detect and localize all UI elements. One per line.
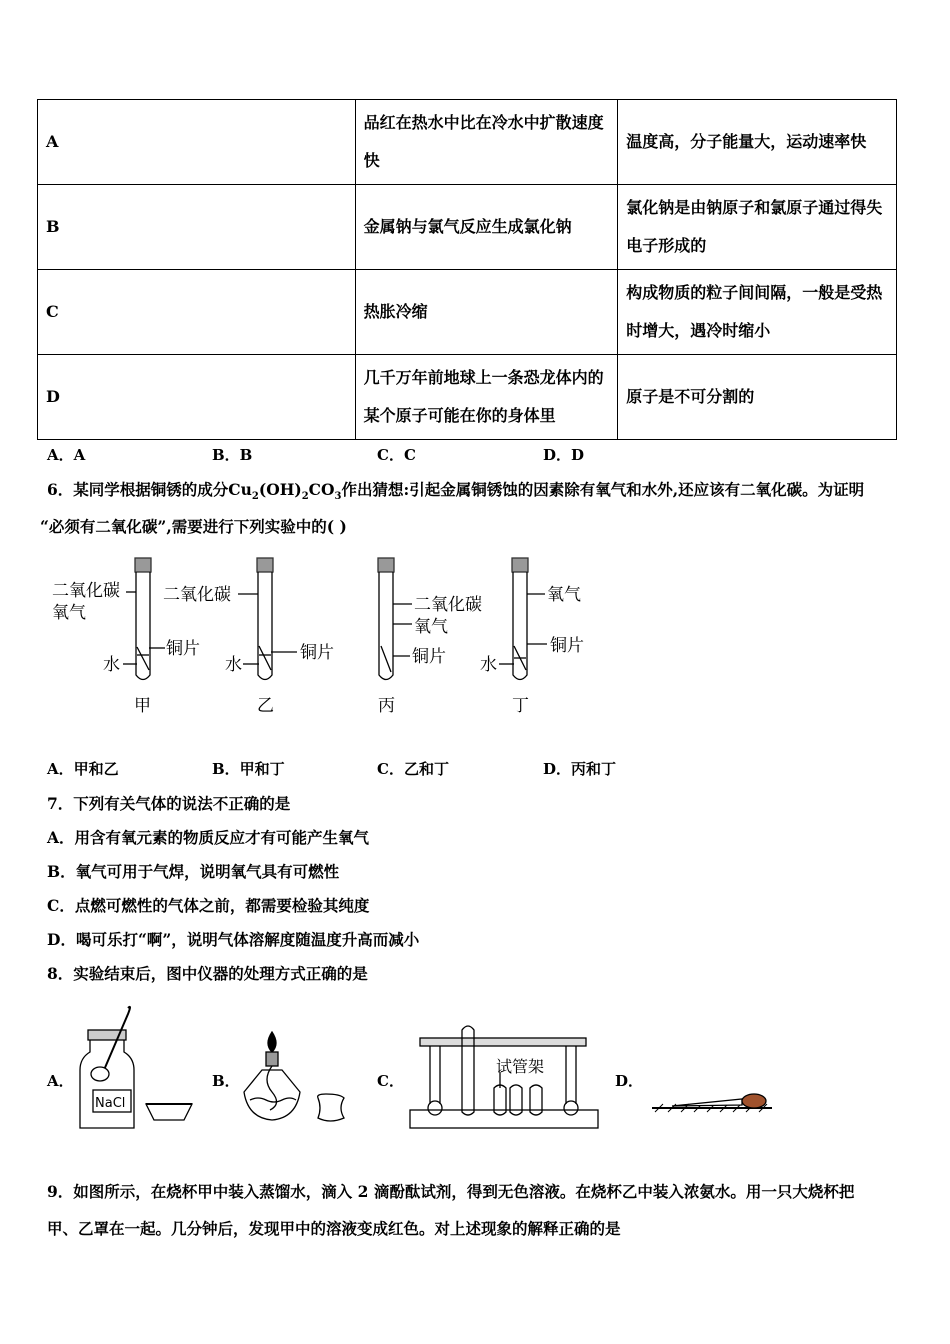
option-c[interactable]: C． — [377, 1072, 404, 1090]
q8-apparatus-figure — [0, 1000, 950, 1140]
option-a[interactable]: A．用含有氧元素的物质反应才有可能产生氧气 — [47, 828, 370, 847]
label-co2: 二氧化碳 — [163, 585, 231, 605]
option-d[interactable]: D．喝可乐打“啊”，说明气体溶解度随温度升高而减小 — [47, 930, 420, 949]
q9-stem-line1: 9．如图所示，在烧杯甲中装入蒸馏水，滴入 2 滴酚酞试剂，得到无色溶液。在烧杯乙中装入浓氨水。用一只大烧杯把 — [47, 1182, 855, 1201]
option-c[interactable]: C．点燃可燃性的气体之前，都需要检验其纯度 — [47, 896, 370, 915]
test-tube-rack-icon — [410, 1026, 598, 1128]
phenomenon-cell: 热胀冷缩 — [355, 270, 618, 355]
label-cu: 铜片 — [166, 639, 200, 659]
dropper-icon — [652, 1094, 772, 1112]
tube-ding — [499, 558, 547, 680]
row-label: B — [38, 185, 356, 270]
option-b[interactable]: B．氧气可用于气焊，说明氧气具有可燃性 — [47, 862, 340, 881]
option-a[interactable]: A． — [47, 1072, 74, 1090]
label-o2: 氧气 — [547, 585, 581, 605]
label-water: 水 — [103, 655, 120, 675]
tube-label: 乙 — [257, 696, 274, 716]
label-o2: 氧气 — [414, 617, 448, 637]
table-row — [38, 270, 897, 355]
rack-label: 试管架 — [496, 1057, 545, 1076]
q5-table — [37, 99, 897, 440]
q7-stem: 7．下列有关气体的说法不正确的是 — [47, 794, 291, 813]
table-row — [38, 100, 897, 185]
label-o2: 氧气 — [52, 603, 86, 623]
label-water: 水 — [480, 655, 497, 675]
phenomenon-cell: 几千万年前地球上一条恐龙体内的某个原子可能在你的身体里 — [355, 355, 618, 440]
option-b[interactable]: B．甲和丁 — [212, 760, 285, 778]
option-a[interactable]: A．甲和乙 — [47, 760, 119, 778]
tube-label: 丁 — [512, 696, 529, 716]
label-co2: 二氧化碳 — [52, 581, 120, 601]
table-row — [38, 185, 897, 270]
option-b[interactable]: B．B — [212, 446, 253, 464]
explanation-cell: 温度高，分子能量大，运动速率快 — [618, 100, 897, 185]
formula: $Cu_2(OH)_2CO_3$ — [228, 480, 342, 503]
tube-bing — [378, 558, 412, 680]
q8-stem: 8．实验结束后，图中仪器的处理方式正确的是 — [47, 964, 368, 983]
option-d[interactable]: D．丙和丁 — [543, 760, 617, 778]
nacl-label: NaCl — [95, 1096, 126, 1111]
test-tube-figure — [0, 550, 950, 720]
q5-options — [0, 444, 950, 464]
q6-options — [0, 758, 950, 778]
option-c[interactable]: C．C — [377, 446, 416, 464]
phenomenon-cell: 金属钠与氯气反应生成氯化钠 — [355, 185, 618, 270]
option-a[interactable]: A．A — [47, 446, 86, 464]
table-row — [38, 355, 897, 440]
tube-jia — [123, 558, 165, 680]
tube-label: 甲 — [134, 696, 151, 716]
phenomenon-cell: 品红在热水中比在冷水中扩散速度快 — [355, 100, 618, 185]
q9-stem-line2: 甲、乙罩在一起。几分钟后，发现甲中的溶液变成红色。对上述现象的解释正确的是 — [47, 1219, 621, 1238]
label-cu: 铜片 — [412, 647, 446, 667]
label-cu: 铜片 — [300, 643, 334, 663]
label-co2: 二氧化碳 — [414, 595, 482, 615]
option-b[interactable]: B． — [212, 1072, 240, 1090]
row-label: D — [38, 355, 356, 440]
tube-yi — [238, 558, 297, 680]
alcohol-lamp-icon — [244, 1032, 344, 1121]
option-d[interactable]: D．D — [543, 446, 585, 464]
label-water: 水 — [225, 655, 242, 675]
row-label: A — [38, 100, 356, 185]
explanation-cell: 构成物质的粒子间间隔，一般是受热时增大，遇冷时缩小 — [618, 270, 897, 355]
explanation-cell: 原子是不可分割的 — [618, 355, 897, 440]
label-cu: 铜片 — [550, 636, 584, 656]
q6-stem-line2: “必须有二氧化碳”,需要进行下列实验中的( ) — [40, 517, 347, 536]
explanation-cell: 氯化钠是由钠原子和氯原子通过得失电子形成的 — [618, 185, 897, 270]
option-c[interactable]: C．乙和丁 — [377, 760, 449, 778]
row-label: C — [38, 270, 356, 355]
q6-stem-line1: 6．某同学根据铜锈的成分$Cu_2(OH)_2CO_3$作出猜想:引起金属铜锈蚀的因素除有氧气和水外,还应该有二氧化碳。为证明 — [47, 480, 865, 503]
tube-label: 丙 — [378, 696, 395, 716]
option-d[interactable]: D． — [615, 1072, 644, 1090]
